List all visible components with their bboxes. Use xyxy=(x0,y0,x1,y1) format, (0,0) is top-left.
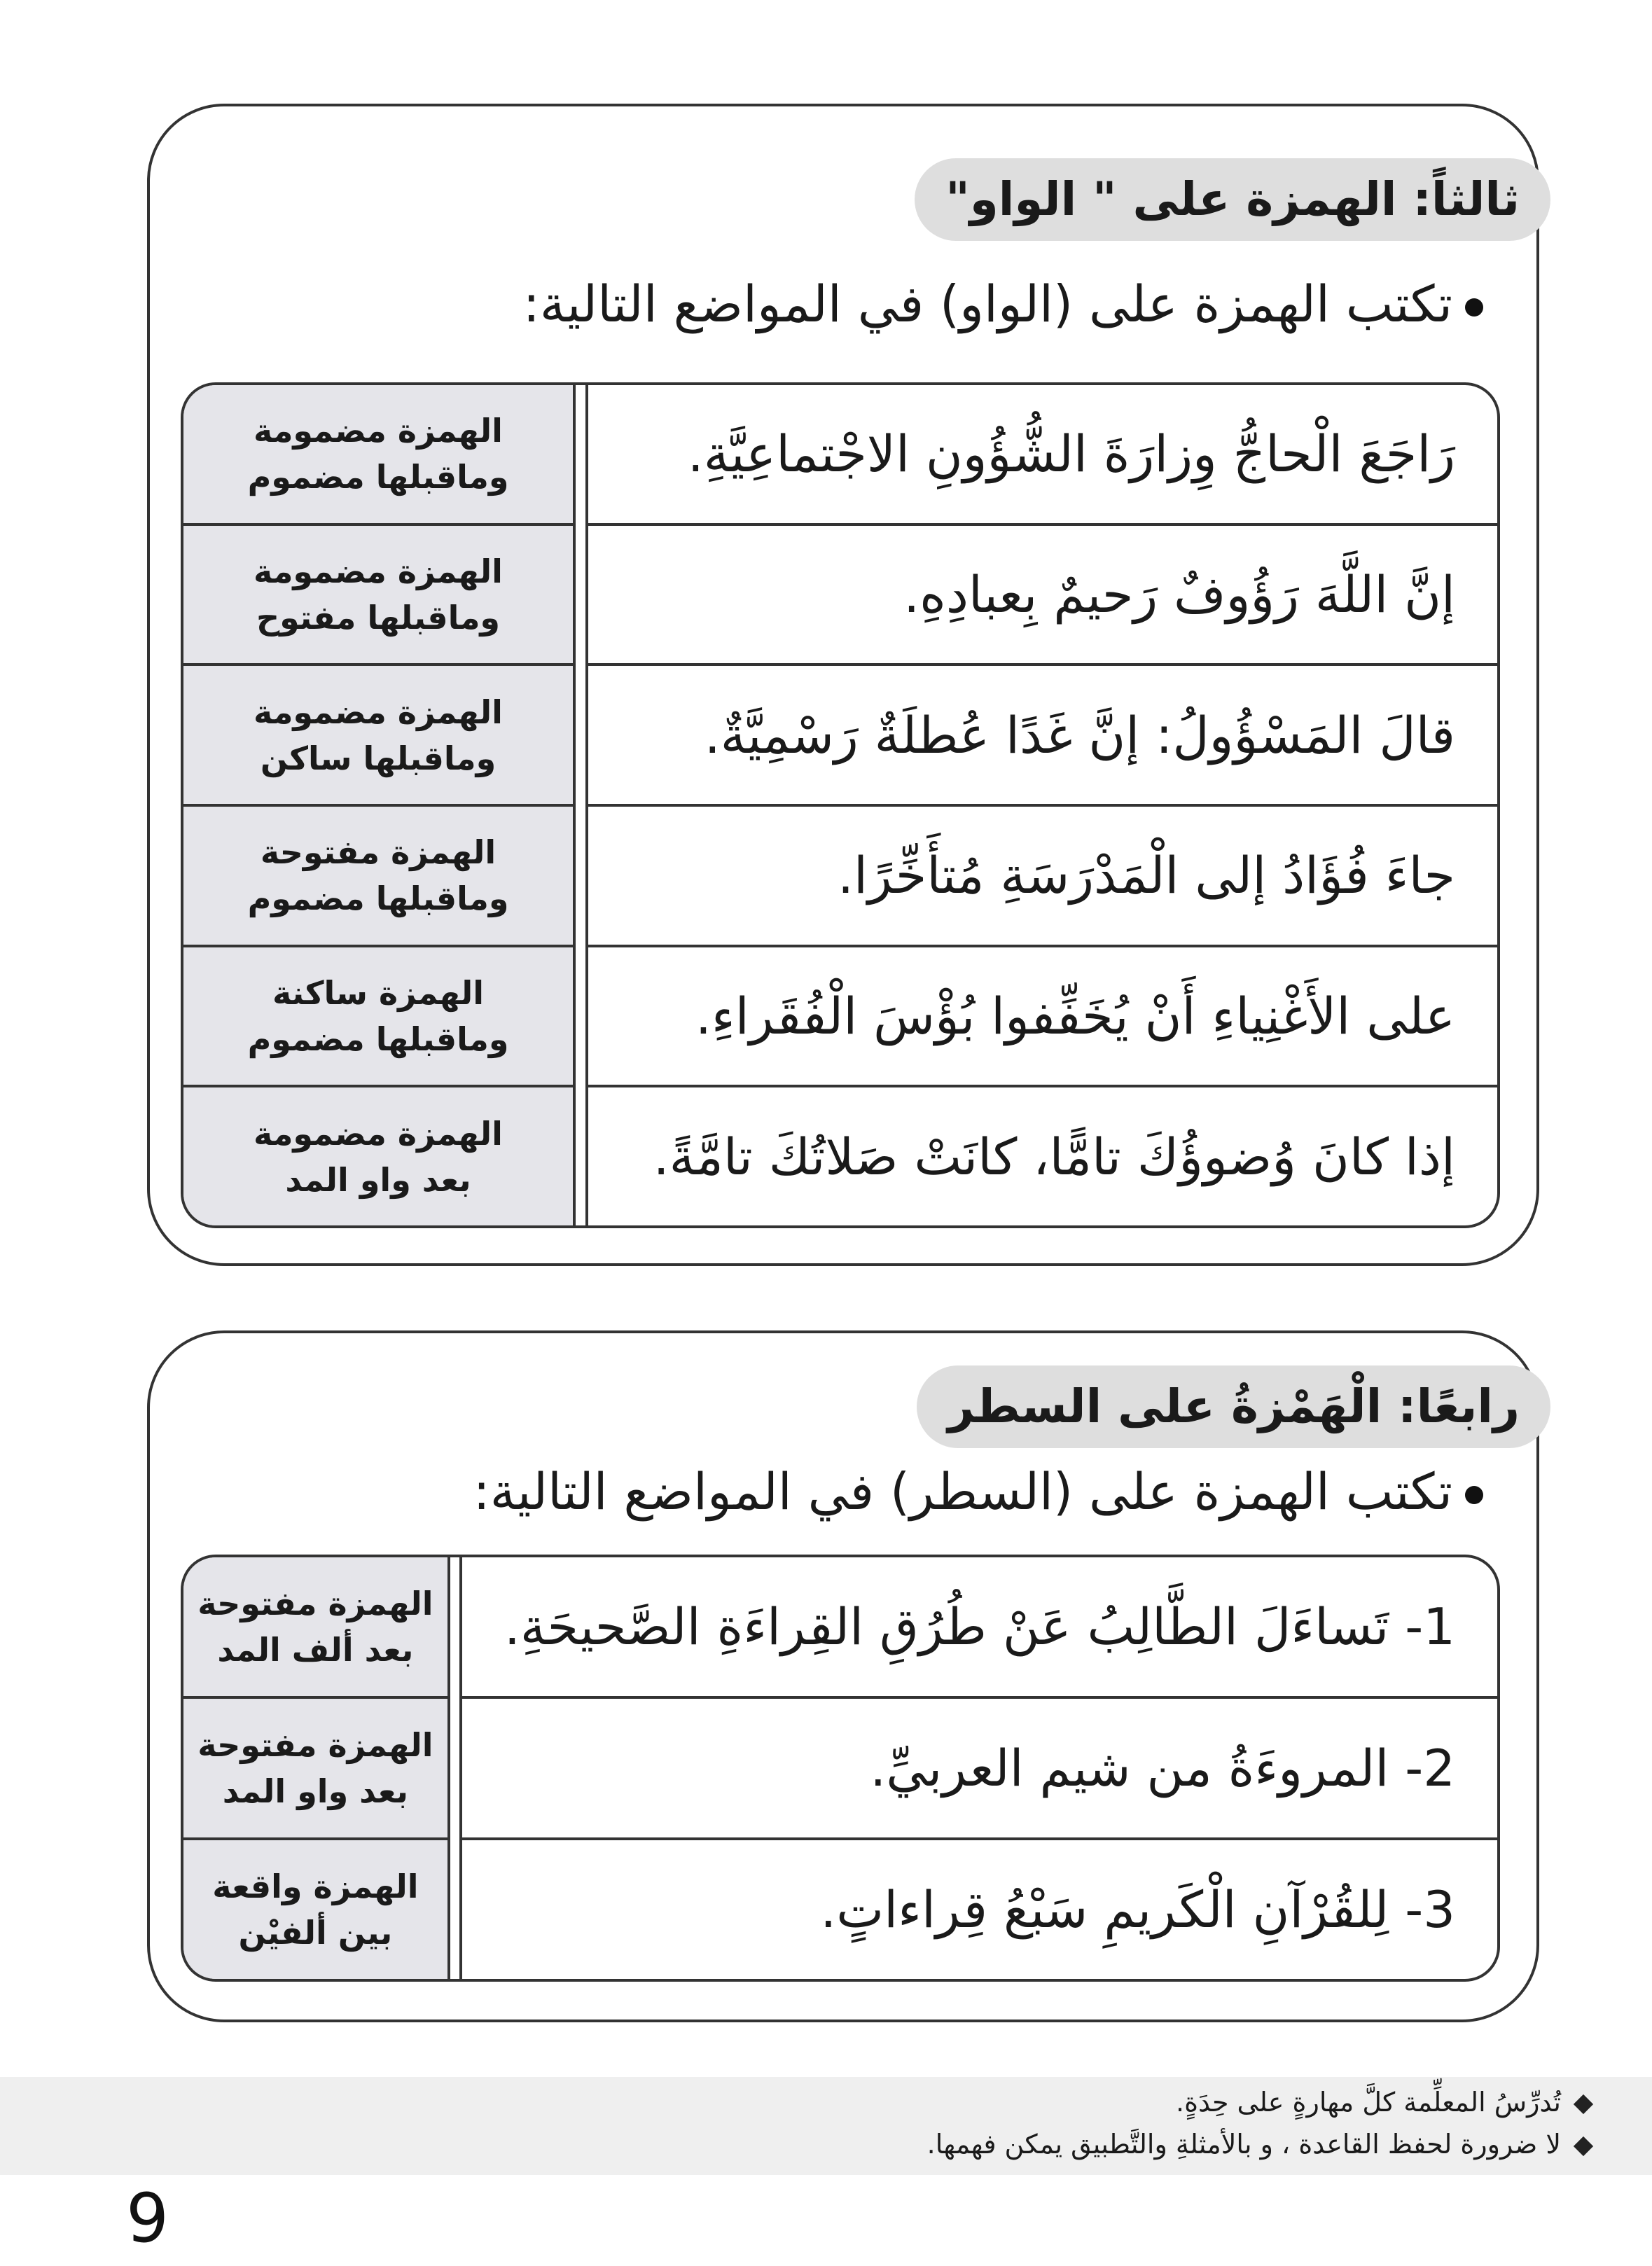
section-heading: ثالثاً: الهمزة على " الواو" xyxy=(915,158,1550,241)
rule-cell xyxy=(183,663,573,804)
rules-column xyxy=(183,1557,447,1979)
table-row xyxy=(588,523,1497,664)
example-sentence: جاءَ فُؤَادُ إلى الْمَدْرَسَةِ مُتأَخِّرًا. xyxy=(838,846,1455,905)
rule-line: الهمزة مضمومة xyxy=(254,552,503,590)
section-heading: رابعًا: الْهَمْزةُ على السطر xyxy=(917,1365,1550,1448)
intro-text: تكتب الهمزة على (السطر) في المواضع التالية: xyxy=(473,1462,1452,1521)
footnote xyxy=(1176,2087,1590,2118)
example-sentence: 2- المروءَةُ من شيم العربيِّ. xyxy=(870,1739,1455,1798)
bullet-icon xyxy=(1465,1486,1483,1504)
intro-text: تكتب الهمزة على (الواو) في المواضع التالية: xyxy=(522,274,1452,333)
examples-table xyxy=(181,1555,1500,1982)
example-sentence: رَاجَعَ الْحاجُّ وِزارَةَ الشُّؤُونِ الاجْتماعِيَّةِ. xyxy=(687,424,1455,484)
table-row xyxy=(588,945,1497,1085)
footnote-text: تُدرِّسُ المعلِّمة كلَّ مهارةٍ على حِدَةٍ. xyxy=(1176,2087,1561,2118)
rules-column xyxy=(183,385,573,1225)
sentences-column xyxy=(459,1557,1497,1979)
rule-line: الهمزة مفتوحة xyxy=(197,1726,433,1764)
rule-cell xyxy=(183,1837,447,1979)
page-number: 9 xyxy=(126,2179,169,2258)
table-row xyxy=(588,385,1497,523)
diamond-bullet-icon xyxy=(1574,2094,1593,2113)
rule-line: بعد واو المد xyxy=(285,1160,471,1199)
rule-cell xyxy=(183,1696,447,1837)
rule-cell xyxy=(183,385,573,523)
rule-line: وماقبلها مضموم xyxy=(247,1020,509,1059)
rule-line: الهمزة مضمومة xyxy=(254,1114,503,1153)
rule-line: بين ألفيْن xyxy=(238,1914,393,1952)
rule-cell xyxy=(183,1085,573,1225)
example-sentence: إنَّ اللَّهَ رَؤُوفٌ رَحيمٌ بِعبادِهِ. xyxy=(903,565,1455,624)
rule-line: الهمزة مضمومة xyxy=(254,412,503,450)
section-panel-waw xyxy=(147,104,1539,1266)
footnote xyxy=(927,2129,1590,2160)
table-row xyxy=(588,804,1497,945)
column-divider xyxy=(447,1557,459,1979)
rule-line: الهمزة واقعة xyxy=(212,1868,419,1905)
examples-table xyxy=(181,382,1500,1228)
rule-line: بعد ألف المد xyxy=(217,1631,414,1669)
table-row xyxy=(462,1557,1497,1696)
rule-cell xyxy=(183,804,573,945)
rule-line: الهمزة ساكنة xyxy=(272,974,484,1013)
example-sentence: على الأَغْنِياءِ أَنْ يُخَفِّفوا بُؤْسَ الْفُقَراءِ. xyxy=(695,987,1455,1046)
column-divider xyxy=(573,385,585,1225)
example-sentence: 1- تَساءَلَ الطَّالِبُ عَنْ طُرُقِ القِراءَةِ الصَّحيحَةِ. xyxy=(504,1597,1455,1656)
table-row xyxy=(588,1085,1497,1225)
section-intro xyxy=(473,1457,1483,1527)
example-sentence: إذا كانَ وُضوؤُكَ تامًّا، كانَتْ صَلاتُكَ تامَّةً. xyxy=(653,1127,1455,1186)
rule-cell xyxy=(183,1557,447,1696)
table-row xyxy=(462,1696,1497,1837)
footnote-text: لا ضرورة لحفظ القاعدة ، و بالأمثلةِ والتَّطبيق يمكن فهمها. xyxy=(926,2129,1561,2160)
rule-line: وماقبلها مفتوح xyxy=(256,599,501,637)
teacher-notes xyxy=(0,2077,1652,2175)
sentences-column xyxy=(585,385,1497,1225)
rule-cell xyxy=(183,523,573,664)
example-sentence: قالَ المَسْؤُولُ: إنَّ غَدًا عُطلَةٌ رَسْمِيَّةٌ. xyxy=(704,705,1455,765)
table-row xyxy=(588,663,1497,804)
rule-line: وماقبلها مضموم xyxy=(247,880,509,918)
rule-line: الهمزة مفتوحة xyxy=(197,1585,433,1622)
rule-line: الهمزة مفتوحة xyxy=(260,833,497,872)
rule-line: وماقبلها مضموم xyxy=(247,458,509,496)
rule-line: وماقبلها ساكن xyxy=(260,739,497,777)
section-panel-line xyxy=(147,1330,1539,2022)
bullet-icon xyxy=(1465,298,1483,317)
rule-cell xyxy=(183,945,573,1085)
rule-line: الهمزة مضمومة xyxy=(254,693,503,731)
diamond-bullet-icon xyxy=(1574,2136,1593,2155)
table-row xyxy=(462,1837,1497,1979)
example-sentence: 3- لِلقُرْآنِ الْكَريمِ سَبْعُ قِراءاتٍ. xyxy=(820,1880,1455,1939)
rule-line: بعد واو المد xyxy=(222,1772,408,1810)
section-intro xyxy=(523,269,1483,339)
